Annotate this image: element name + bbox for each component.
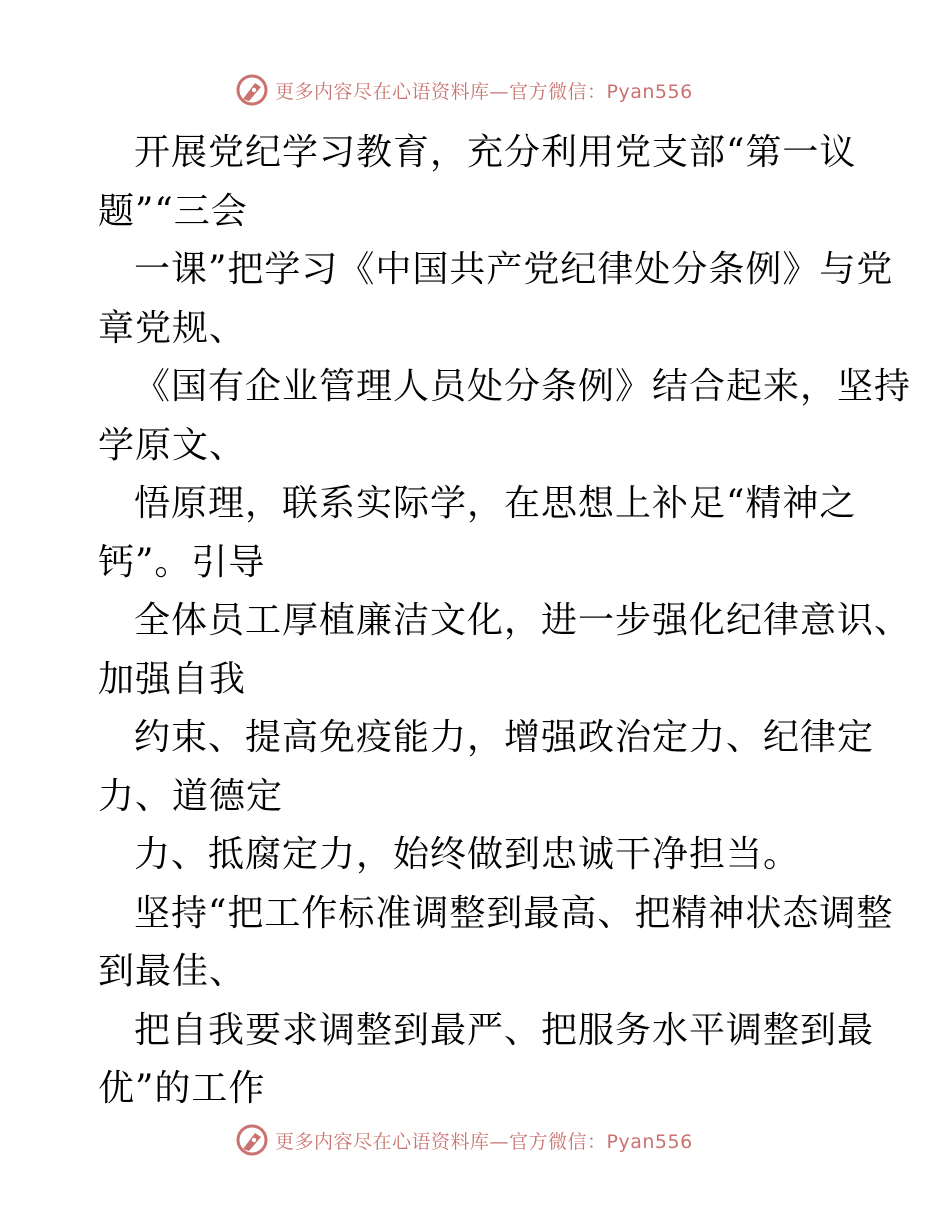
text-line: 坚持“把工作标准调整到最高、把精神状态调整	[134, 892, 894, 934]
text-line: 全体员工厚植廉洁文化，进一步强化纪律意识、	[134, 600, 912, 641]
text-line: 《国有企业管理人员处分条例》结合起来，坚持	[134, 366, 912, 407]
text-line: 力、道德定	[98, 775, 284, 817]
text-line: 学原文、	[98, 424, 247, 466]
text-line: 约束、提高免疫能力，增强政治定力、纪律定	[134, 717, 875, 758]
text-line: 悟原理，联系实际学，在思想上补足“精神之	[134, 483, 857, 524]
text-line: 章党规、	[98, 307, 247, 349]
text-line: 把自我要求调整到最严、把服务水平调整到最	[134, 1009, 875, 1051]
watermark-id: Pyan556	[606, 80, 693, 103]
watermark-text: 更多内容尽在心语资料库—官方微信：Pyan556	[275, 1130, 693, 1153]
text-line: 加强自我	[98, 658, 247, 700]
footer-watermark	[235, 1120, 693, 1160]
text-line: 开展党纪学习教育，充分利用党支部“第一议	[134, 132, 857, 173]
text-line: 到最佳、	[98, 951, 247, 992]
watermark-text: 更多内容尽在心语资料库—官方微信：Pyan556	[275, 80, 693, 103]
text-line: 优”的工作	[98, 1068, 266, 1109]
header-watermark	[235, 70, 693, 110]
pen-nib-circle-icon	[235, 1123, 269, 1157]
pen-nib-circle-icon	[235, 73, 269, 107]
watermark-id: Pyan556	[606, 1130, 693, 1153]
text-line: 钙”。引导	[98, 541, 266, 583]
text-line: 题”“三会	[98, 190, 248, 232]
text-line: 力、抵腐定力，始终做到忠诚干净担当。	[134, 834, 801, 875]
body-text	[98, 124, 912, 1119]
text-line: 一课”把学习《中国共产党纪律处分条例》与党	[134, 249, 894, 290]
